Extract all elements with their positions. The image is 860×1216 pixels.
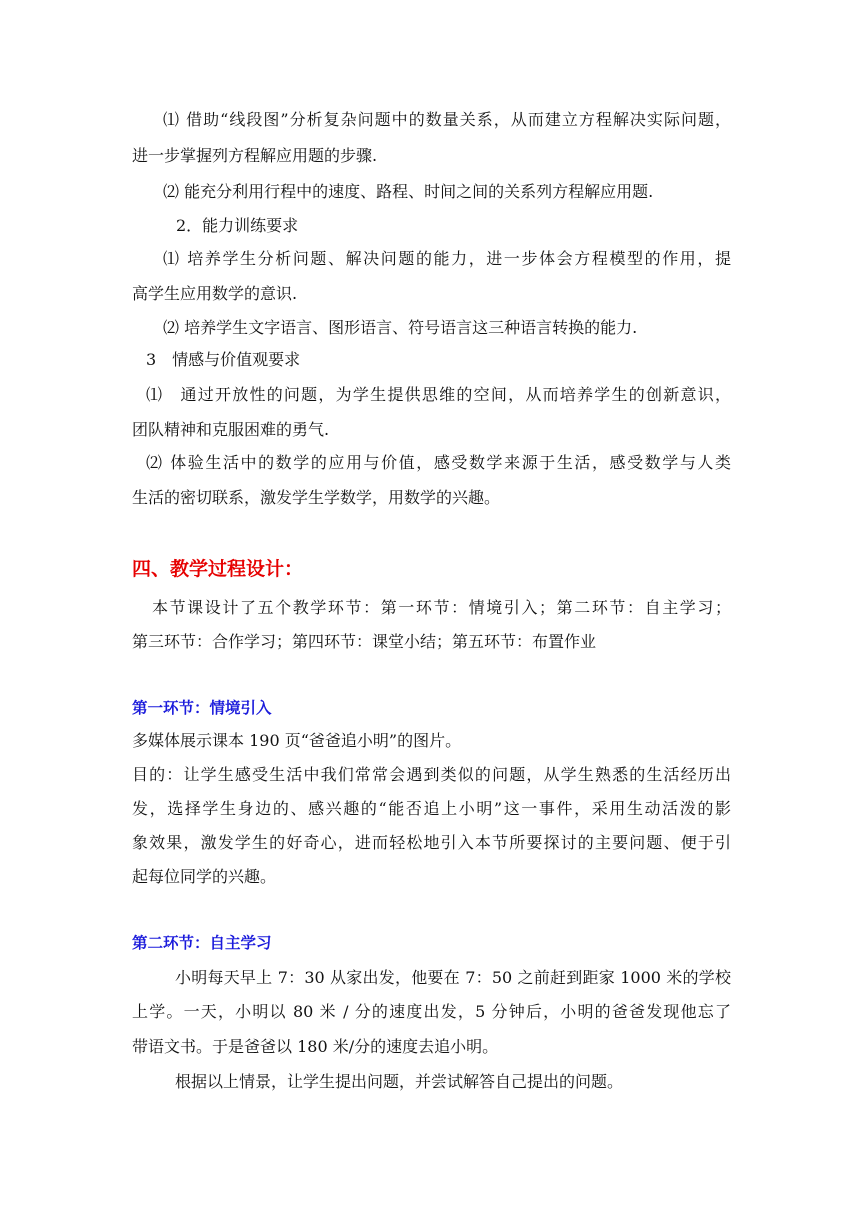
knowledge-objective-2: ⑵ 能充分利用行程中的速度、路程、时间之间的关系列方程解应用题. [163, 182, 654, 201]
stage-2-title: 第二环节：自主学习 [132, 934, 272, 952]
stage-1-description: 多媒体展示课本 190 页“爸爸追小明”的图片。 [132, 731, 462, 750]
stage-1-purpose-line-2: 发，选择学生身边的、感兴趣的“能否追上小明”这一事件，采用生动活泼的影 [132, 799, 731, 818]
emotion-objective-2-line-1: ⑵ 体验生活中的数学的应用与价值，感受数学来源于生活，感受数学与人类 [146, 453, 731, 472]
emotion-objective-1-line-2: 团队精神和克服困难的勇气. [132, 420, 330, 439]
ability-objective-1-line-1: ⑴ 培养学生分析问题、解决问题的能力，进一步体会方程模型的作用，提 [163, 249, 731, 268]
emotion-heading: 3 情感与价值观要求 [146, 350, 301, 369]
stage-1-purpose-line-3: 象效果，激发学生的好奇心，进而轻松地引入本节所要探讨的主要问题、便于引 [132, 833, 731, 852]
knowledge-objective-1-line-2: 进一步掌握列方程解应用题的步骤. [132, 146, 378, 165]
section-4-title: 四、教学过程设计： [132, 558, 304, 580]
section-4-intro-line-1: 本节课设计了五个教学环节：第一环节：情境引入；第二环节：自主学习； [152, 598, 731, 617]
emotion-objective-1-line-1: ⑴ 通过开放性的问题，为学生提供思维的空间，从而培养学生的创新意识， [146, 385, 731, 404]
section-4-intro-line-2: 第三环节：合作学习；第四环节：课堂小结；第五环节：布置作业 [132, 632, 597, 651]
ability-objective-1-line-2: 高学生应用数学的意识. [132, 284, 298, 303]
ability-heading: 2．能力训练要求 [176, 216, 299, 235]
knowledge-objective-1-line-1: ⑴ 借助“线段图”分析复杂问题中的数量关系，从而建立方程解决实际问题， [163, 110, 731, 129]
stage-2-problem-line-2: 上学。一天，小明以 80 米 / 分的速度出发，5 分钟后，小明的爸爸发现他忘了 [132, 1002, 731, 1021]
stage-1-title: 第一环节：情境引入 [132, 699, 272, 717]
stage-2-problem-line-3: 带语文书。于是爸爸以 180 米/分的速度去追小明。 [132, 1037, 499, 1056]
stage-1-purpose-line-4: 起每位同学的兴趣。 [132, 867, 277, 886]
stage-1-purpose-line-1: 目的：让学生感受生活中我们常常会遇到类似的问题，从学生熟悉的生活经历出 [132, 765, 731, 784]
stage-2-problem-line-1: 小明每天早上 7：30 从家出发，他要在 7：50 之前赶到距家 1000 米的学校 [175, 968, 731, 987]
ability-objective-2: ⑵ 培养学生文字语言、图形语言、符号语言这三种语言转换的能力. [163, 318, 638, 337]
emotion-objective-2-line-2: 生活的密切联系，激发学生学数学，用数学的兴趣。 [132, 488, 501, 507]
stage-2-instruction: 根据以上情景，让学生提出问题，并尝试解答自己提出的问题。 [175, 1072, 624, 1091]
